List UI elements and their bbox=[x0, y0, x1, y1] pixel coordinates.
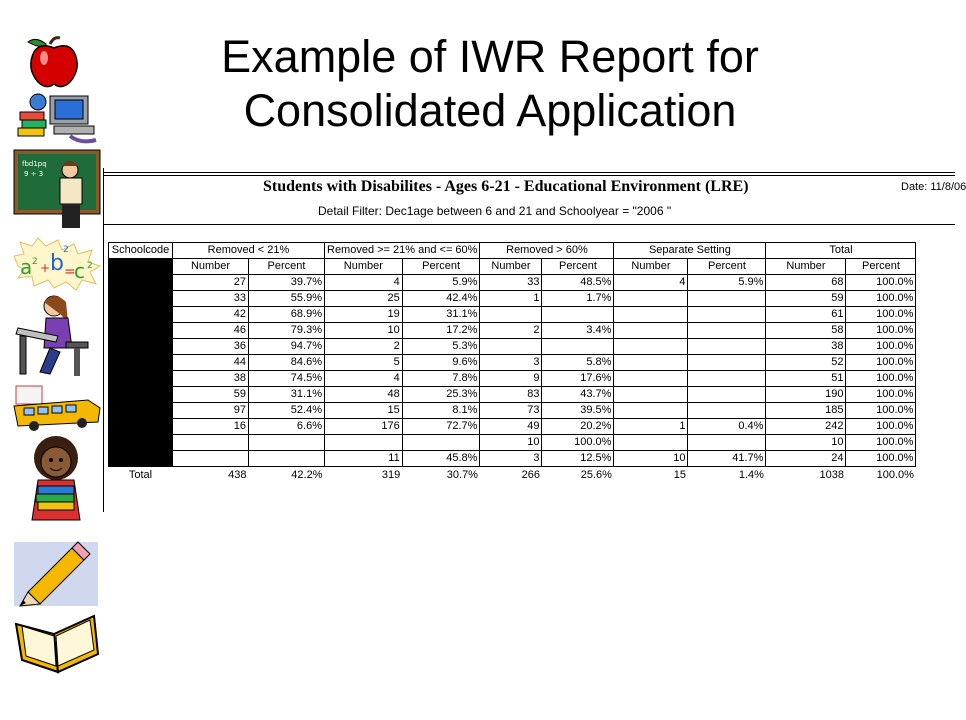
table-row bbox=[109, 419, 916, 435]
sub-header-row bbox=[109, 259, 916, 275]
svg-text:9 ÷ 3: 9 ÷ 3 bbox=[24, 170, 44, 178]
sub-header: Percent bbox=[542, 259, 614, 275]
lre-table bbox=[108, 242, 916, 483]
svg-text:fbd1pq: fbd1pq bbox=[22, 160, 47, 168]
group-header-total: Total bbox=[766, 243, 916, 259]
table-cell: 5.8% bbox=[542, 355, 614, 371]
table-cell bbox=[249, 435, 325, 451]
table-cell: 6.6% bbox=[249, 419, 325, 435]
table-cell: 12.5% bbox=[542, 451, 614, 467]
table-row bbox=[109, 307, 916, 323]
table-cell: 100.0% bbox=[846, 355, 916, 371]
table-cell: 0.4% bbox=[688, 419, 766, 435]
table-cell: 4 bbox=[325, 371, 403, 387]
table-cell: 16 bbox=[173, 419, 249, 435]
table-cell bbox=[688, 307, 766, 323]
table-cell: 84.6% bbox=[249, 355, 325, 371]
table-cell: 38 bbox=[766, 339, 846, 355]
table-cell: 73 bbox=[480, 403, 542, 419]
table-cell bbox=[688, 435, 766, 451]
table-cell: 43.7% bbox=[542, 387, 614, 403]
table-row bbox=[109, 451, 916, 467]
table-cell: 20.2% bbox=[542, 419, 614, 435]
table-cell: 51 bbox=[766, 371, 846, 387]
table-cell: 100.0% bbox=[846, 403, 916, 419]
table-cell: 59 bbox=[173, 387, 249, 403]
total-cell: 30.7% bbox=[446, 468, 478, 481]
table-cell: 94.7% bbox=[249, 339, 325, 355]
table-cell bbox=[402, 435, 480, 451]
table-cell: 7.8% bbox=[402, 371, 480, 387]
schoolcode-cell bbox=[109, 355, 173, 371]
table-cell: 2 bbox=[480, 323, 542, 339]
table-cell: 52 bbox=[766, 355, 846, 371]
table-cell: 45.8% bbox=[402, 451, 480, 467]
table-row bbox=[109, 371, 916, 387]
group-header-removed-21-60: Removed >= 21% and <= 60% bbox=[325, 243, 480, 259]
table-cell: 10 bbox=[614, 451, 688, 467]
table-cell: 1 bbox=[614, 419, 688, 435]
table-cell: 100.0% bbox=[846, 339, 916, 355]
table-cell: 44 bbox=[173, 355, 249, 371]
formula-c-exp: 2 bbox=[87, 261, 93, 271]
table-cell: 41.7% bbox=[688, 451, 766, 467]
schoolcode-cell bbox=[109, 323, 173, 339]
table-cell bbox=[614, 307, 688, 323]
table-cell: 68 bbox=[766, 275, 846, 291]
schoolcode-cell bbox=[109, 419, 173, 435]
table-cell bbox=[614, 435, 688, 451]
table-cell bbox=[688, 339, 766, 355]
table-cell: 3 bbox=[480, 355, 542, 371]
formula-b-exp: 2 bbox=[63, 245, 69, 255]
table-cell: 4 bbox=[325, 275, 403, 291]
table-cell bbox=[614, 387, 688, 403]
total-cell: 25.6% bbox=[580, 468, 612, 481]
table-cell: 100.0% bbox=[846, 291, 916, 307]
table-cell: 48.5% bbox=[542, 275, 614, 291]
total-cell: 438 bbox=[228, 468, 247, 481]
table-cell bbox=[542, 339, 614, 355]
table-cell bbox=[688, 291, 766, 307]
table-row bbox=[109, 355, 916, 371]
schoolcode-cell bbox=[109, 371, 173, 387]
table-row bbox=[109, 275, 916, 291]
table-cell: 83 bbox=[480, 387, 542, 403]
school-bus-icon bbox=[10, 382, 102, 432]
table-cell: 52.4% bbox=[249, 403, 325, 419]
table-cell bbox=[614, 371, 688, 387]
total-cell: 100.0% bbox=[876, 468, 914, 481]
schoolcode-cell bbox=[109, 291, 173, 307]
table-cell: 100.0% bbox=[846, 435, 916, 451]
table-cell: 59 bbox=[766, 291, 846, 307]
table-cell bbox=[688, 355, 766, 371]
table-cell: 190 bbox=[766, 387, 846, 403]
table-cell: 1.7% bbox=[542, 291, 614, 307]
sub-header: Number bbox=[325, 259, 403, 275]
report-title: Students with Disabilites - Ages 6-21 - Educational Environment (LRE) bbox=[263, 178, 749, 195]
total-cell: 1.4% bbox=[738, 468, 764, 481]
table-cell: 2 bbox=[325, 339, 403, 355]
table-cell bbox=[542, 307, 614, 323]
formula-a-exp: 2 bbox=[32, 257, 38, 267]
table-cell: 100.0% bbox=[846, 323, 916, 339]
table-cell: 5.3% bbox=[402, 339, 480, 355]
table-cell: 48 bbox=[325, 387, 403, 403]
group-header-removed-lt-21: Removed < 21% bbox=[173, 243, 325, 259]
table-cell bbox=[614, 339, 688, 355]
student-desk-icon bbox=[10, 292, 102, 380]
table-cell: 46 bbox=[173, 323, 249, 339]
table-cell: 242 bbox=[766, 419, 846, 435]
table-cell bbox=[173, 451, 249, 467]
table-row bbox=[109, 435, 916, 451]
report-left-rule bbox=[103, 168, 104, 512]
sub-header: Percent bbox=[402, 259, 480, 275]
table-cell bbox=[614, 403, 688, 419]
total-cell: 1038 bbox=[819, 468, 844, 481]
schoolcode-cell bbox=[109, 451, 173, 467]
table-cell: 9 bbox=[480, 371, 542, 387]
formula-plus: + bbox=[40, 261, 51, 275]
table-cell: 10 bbox=[766, 435, 846, 451]
table-cell: 1 bbox=[480, 291, 542, 307]
table-cell: 8.1% bbox=[402, 403, 480, 419]
table-row bbox=[109, 387, 916, 403]
table-cell: 68.9% bbox=[249, 307, 325, 323]
table-cell bbox=[688, 371, 766, 387]
schoolcode-cell bbox=[109, 435, 173, 451]
table-cell: 31.1% bbox=[402, 307, 480, 323]
sub-header: Percent bbox=[249, 259, 325, 275]
table-cell bbox=[614, 355, 688, 371]
schoolcode-cell bbox=[109, 387, 173, 403]
total-cell: 15 bbox=[673, 468, 686, 481]
table-cell: 97 bbox=[173, 403, 249, 419]
table-cell bbox=[325, 435, 403, 451]
table-cell: 17.2% bbox=[402, 323, 480, 339]
schoolcode-cell bbox=[109, 275, 173, 291]
table-cell bbox=[688, 403, 766, 419]
table-cell: 10 bbox=[325, 323, 403, 339]
table-cell: 3 bbox=[480, 451, 542, 467]
table-cell: 100.0% bbox=[542, 435, 614, 451]
slide-title-line1: Example of IWR Report for bbox=[221, 31, 759, 82]
total-row bbox=[109, 467, 916, 484]
pythagorean-formula-icon bbox=[10, 236, 102, 290]
table-cell: 39.7% bbox=[249, 275, 325, 291]
table-cell: 10 bbox=[480, 435, 542, 451]
table-cell: 38 bbox=[173, 371, 249, 387]
group-header-removed-gt-60: Removed > 60% bbox=[480, 243, 614, 259]
table-cell: 185 bbox=[766, 403, 846, 419]
iwr-report bbox=[103, 168, 966, 512]
table-cell bbox=[173, 435, 249, 451]
schoolcode-cell bbox=[109, 259, 173, 275]
table-cell: 100.0% bbox=[846, 275, 916, 291]
computer-books-icon bbox=[10, 90, 102, 146]
schoolcode-cell bbox=[109, 339, 173, 355]
table-cell: 36 bbox=[173, 339, 249, 355]
sub-header: Number bbox=[766, 259, 846, 275]
apple-icon bbox=[10, 34, 102, 90]
table-cell: 74.5% bbox=[249, 371, 325, 387]
table-cell bbox=[688, 323, 766, 339]
table-cell: 25 bbox=[325, 291, 403, 307]
girl-books-icon bbox=[10, 430, 102, 522]
table-cell: 19 bbox=[325, 307, 403, 323]
total-cell: 266 bbox=[521, 468, 540, 481]
table-row bbox=[109, 291, 916, 307]
table-cell: 61 bbox=[766, 307, 846, 323]
table-cell: 4 bbox=[614, 275, 688, 291]
table-cell bbox=[614, 323, 688, 339]
report-header-rule bbox=[103, 224, 955, 225]
table-cell: 17.6% bbox=[542, 371, 614, 387]
table-cell: 100.0% bbox=[846, 419, 916, 435]
table-cell: 39.5% bbox=[542, 403, 614, 419]
total-cell: 319 bbox=[381, 468, 401, 481]
formula-c: c bbox=[74, 259, 85, 283]
table-cell: 79.3% bbox=[249, 323, 325, 339]
table-cell: 27 bbox=[173, 275, 249, 291]
table-cell bbox=[614, 291, 688, 307]
group-header-separate-setting: Separate Setting bbox=[614, 243, 766, 259]
table-cell: 25.3% bbox=[402, 387, 480, 403]
slide-title bbox=[110, 30, 870, 138]
open-book-icon bbox=[10, 610, 102, 674]
schoolcode-cell bbox=[109, 403, 173, 419]
table-cell: 100.0% bbox=[846, 371, 916, 387]
teacher-chalkboard-icon bbox=[10, 148, 102, 230]
total-label: Total bbox=[128, 468, 153, 481]
table-cell: 176 bbox=[325, 419, 403, 435]
table-cell: 11 bbox=[325, 451, 403, 467]
sub-header: Number bbox=[480, 259, 542, 275]
table-cell: 42.4% bbox=[402, 291, 480, 307]
total-cell: 42.2% bbox=[291, 468, 323, 481]
slide-title-line2: Consolidated Application bbox=[243, 85, 737, 136]
table-cell: 9.6% bbox=[402, 355, 480, 371]
table-cell: 5 bbox=[325, 355, 403, 371]
report-top-rule-2 bbox=[103, 175, 955, 176]
table-cell bbox=[480, 339, 542, 355]
table-cell bbox=[480, 307, 542, 323]
table-cell: 42 bbox=[173, 307, 249, 323]
schoolcode-cell bbox=[109, 307, 173, 323]
table-cell: 58 bbox=[766, 323, 846, 339]
table-row bbox=[109, 323, 916, 339]
table-cell: 100.0% bbox=[846, 451, 916, 467]
table-cell bbox=[688, 387, 766, 403]
table-cell: 33 bbox=[173, 291, 249, 307]
table-cell: 5.9% bbox=[402, 275, 480, 291]
table-cell: 3.4% bbox=[542, 323, 614, 339]
table-row bbox=[109, 339, 916, 355]
sub-header: Number bbox=[614, 259, 688, 275]
table-cell: 5.9% bbox=[688, 275, 766, 291]
group-header-row bbox=[109, 243, 916, 259]
table-cell: 15 bbox=[325, 403, 403, 419]
table-cell: 33 bbox=[480, 275, 542, 291]
sub-header: Percent bbox=[688, 259, 766, 275]
report-filter: Detail Filter: Dec1age between 6 and 21 and Schoolyear = "2006 " bbox=[318, 204, 672, 218]
table-cell: 49 bbox=[480, 419, 542, 435]
sub-header: Percent bbox=[846, 259, 916, 275]
pencil-icon bbox=[10, 540, 102, 608]
table-body bbox=[109, 275, 916, 467]
report-top-rule bbox=[103, 172, 955, 173]
table-row bbox=[109, 403, 916, 419]
formula-equals: = bbox=[64, 264, 76, 280]
table-cell bbox=[249, 451, 325, 467]
formula-a: a bbox=[20, 255, 33, 279]
table-cell: 31.1% bbox=[249, 387, 325, 403]
schoolcode-header: Schoolcode bbox=[109, 243, 173, 259]
table-cell: 55.9% bbox=[249, 291, 325, 307]
table-cell: 100.0% bbox=[846, 307, 916, 323]
report-date: Date: 11/8/06 bbox=[901, 181, 966, 193]
table-cell: 100.0% bbox=[846, 387, 916, 403]
table-cell: 24 bbox=[766, 451, 846, 467]
sub-header: Number bbox=[173, 259, 249, 275]
table-cell: 72.7% bbox=[402, 419, 480, 435]
formula-b: b bbox=[50, 251, 64, 276]
